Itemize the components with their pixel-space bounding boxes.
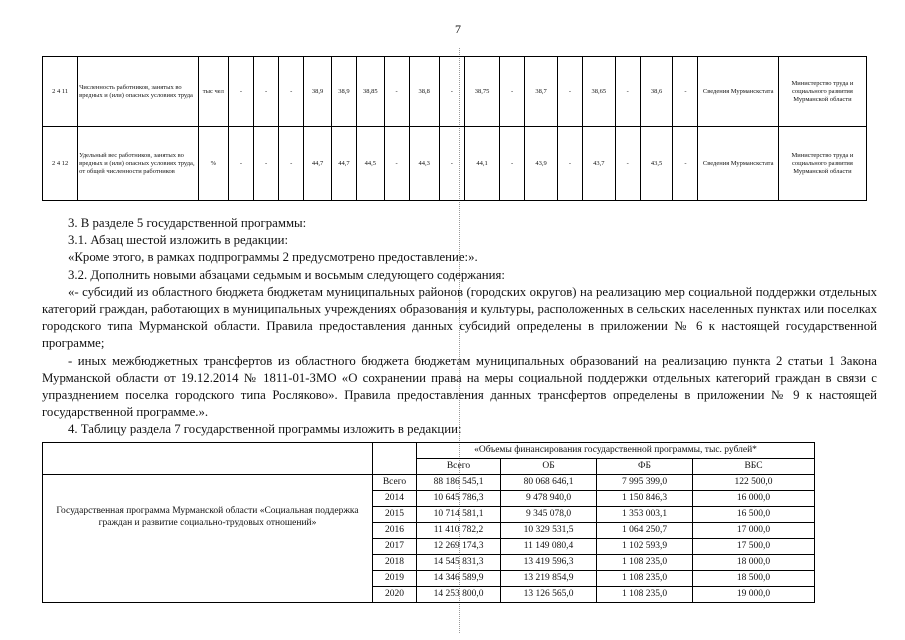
paragraph: 4. Таблицу раздела 7 государственной программы изложить в редакции: xyxy=(68,422,462,437)
financing-value: 10 714 581,1 xyxy=(417,507,501,523)
financing-value: 1 108 235,0 xyxy=(597,555,693,571)
indicator-value: 38,75 xyxy=(464,57,499,127)
financing-value: 11 410 782,2 xyxy=(417,523,501,539)
paragraph: «- субсидий из областного бюджета бюджетам муниципальных районов (городских округов) на реализацию мер социальной поддержки отдельных категорий граждан, работающих в муниципальных учреждениях образования и культуры, расположенных в сельских населенных пунктах или поселках городского типа Мурманской области. Правила предоставления данных субсидий определены в приложении № 6 к настоящей государственной программе; xyxy=(42,284,877,351)
paragraph: 3.2. Дополнить новыми абзацами седьмым и восьмым следующего содержания: xyxy=(68,267,505,282)
financing-value: 13 219 854,9 xyxy=(501,571,597,587)
indicator-value: - xyxy=(439,127,464,201)
financing-value: 88 186 545,1 xyxy=(417,475,501,491)
financing-value: 18 000,0 xyxy=(693,555,815,571)
indicator-value: - xyxy=(228,127,253,201)
indicator-value: 38,6 xyxy=(640,57,673,127)
financing-value: 12 269 174,3 xyxy=(417,539,501,555)
program-name: Государственная программа Мурманской области «Социальная поддержка граждан и развитие социально-трудовых отношений» xyxy=(43,475,373,603)
indicator-value: - xyxy=(615,57,640,127)
financing-value: 13 419 596,3 xyxy=(501,555,597,571)
financing-value: 14 346 589,9 xyxy=(417,571,501,587)
financing-value: 14 545 831,3 xyxy=(417,555,501,571)
indicator-value: - xyxy=(615,127,640,201)
indicator-source: Сведения Мурманскстата xyxy=(698,57,778,127)
indicator-value: - xyxy=(279,57,304,127)
indicator-value: - xyxy=(279,127,304,201)
financing-year: 2018 xyxy=(373,555,417,571)
indicator-value: 38,9 xyxy=(304,57,332,127)
column-header: ФБ xyxy=(597,459,693,475)
financing-value: 10 645 786,3 xyxy=(417,491,501,507)
indicator-value: 44,5 xyxy=(356,127,384,201)
financing-year: 2014 xyxy=(373,491,417,507)
indicator-value: - xyxy=(439,57,464,127)
indicator-value: - xyxy=(557,127,582,201)
indicators-table xyxy=(42,56,867,201)
indicator-value: 43,9 xyxy=(525,127,558,201)
financing-value: 1 150 846,3 xyxy=(597,491,693,507)
indicator-code: 2 4 12 xyxy=(43,127,78,201)
column-header: ВБС xyxy=(693,459,815,475)
indicator-value: 43,7 xyxy=(582,127,615,201)
indicator-value: 38,8 xyxy=(409,57,439,127)
indicator-description: Удельный вес работников, занятых во вредных и (или) опасных условиях труда, от общей численности работников xyxy=(78,127,199,201)
indicator-value: - xyxy=(253,127,278,201)
indicator-value: - xyxy=(557,57,582,127)
indicator-value: - xyxy=(500,57,525,127)
indicator-value: 38,7 xyxy=(525,57,558,127)
financing-value: 16 500,0 xyxy=(693,507,815,523)
paragraph: «Кроме этого, в рамках подпрограммы 2 предусмотрено предоставление:». xyxy=(68,250,478,265)
indicator-value: - xyxy=(384,127,409,201)
indicator-value: - xyxy=(384,57,409,127)
indicator-value: - xyxy=(228,57,253,127)
financing-year: 2015 xyxy=(373,507,417,523)
financing-value: 11 149 080,4 xyxy=(501,539,597,555)
financing-value: 9 478 940,0 xyxy=(501,491,597,507)
indicator-value: 38,65 xyxy=(582,57,615,127)
indicator-value: 44,3 xyxy=(409,127,439,201)
paragraph: - иных межбюджетных трансфертов из областного бюджета бюджетам муниципальных образований на реализацию пункта 2 статьи 1 Закона Мурманской области от 19.12.2014 № 1811-01-ЗМО «О сохранении права на меры социальной поддержки отдельных категорий граждан в связи с упразднением поселка городского типа Росляково». Правила предоставления данных трансфертов определены в приложении № 9 к настоящей государственной программе.». xyxy=(42,353,877,420)
paragraph: 3. В разделе 5 государственной программы: xyxy=(68,216,307,230)
financing-year: 2016 xyxy=(373,523,417,539)
indicator-responsible: Министерство труда и социального развития Мурманской области xyxy=(778,127,866,201)
financing-value: 1 102 593,9 xyxy=(597,539,693,555)
indicator-row xyxy=(43,127,867,201)
financing-year: 2019 xyxy=(373,571,417,587)
indicator-value: 43,5 xyxy=(640,127,673,201)
financing-year: 2020 xyxy=(373,587,417,603)
financing-table xyxy=(42,442,815,603)
financing-year: 2017 xyxy=(373,539,417,555)
indicator-unit: тыс чел xyxy=(198,57,228,127)
financing-value: 10 329 531,5 xyxy=(501,523,597,539)
financing-value: 16 000,0 xyxy=(693,491,815,507)
indicator-row xyxy=(43,57,867,127)
indicator-value: - xyxy=(500,127,525,201)
financing-value: 1 108 235,0 xyxy=(597,587,693,603)
indicator-value: 44,7 xyxy=(331,127,356,201)
indicator-responsible: Министерство труда и социального развития Мурманской области xyxy=(778,57,866,127)
financing-row xyxy=(43,475,815,491)
paragraph: 3.1. Абзац шестой изложить в редакции: xyxy=(68,233,289,248)
financing-value: 122 500,0 xyxy=(693,475,815,491)
financing-value: 18 500,0 xyxy=(693,571,815,587)
financing-value: 7 995 399,0 xyxy=(597,475,693,491)
empty-header-cell xyxy=(43,443,373,475)
indicator-description: Численность работников, занятых во вредных и (или) опасных условиях труда xyxy=(78,57,199,127)
indicator-value: 44,1 xyxy=(464,127,499,201)
financing-value: 17 500,0 xyxy=(693,539,815,555)
financing-year: Всего xyxy=(373,475,417,491)
financing-value: 14 253 800,0 xyxy=(417,587,501,603)
indicator-code: 2 4 11 xyxy=(43,57,78,127)
financing-value: 17 000,0 xyxy=(693,523,815,539)
indicator-value: 44,7 xyxy=(304,127,332,201)
indicator-unit: % xyxy=(198,127,228,201)
indicator-value: - xyxy=(673,127,698,201)
financing-value: 13 126 565,0 xyxy=(501,587,597,603)
financing-value: 1 108 235,0 xyxy=(597,571,693,587)
financing-header: «Объемы финансирования государственной программы, тыс. рублей* xyxy=(417,443,815,459)
indicator-value: 38,9 xyxy=(331,57,356,127)
document-body xyxy=(42,215,877,439)
indicator-source: Сведения Мурманскстата xyxy=(698,127,778,201)
financing-value: 19 000,0 xyxy=(693,587,815,603)
indicator-value: - xyxy=(253,57,278,127)
financing-value: 9 345 078,0 xyxy=(501,507,597,523)
indicator-value: - xyxy=(673,57,698,127)
column-header: Всего xyxy=(417,459,501,475)
financing-value: 1 064 250,7 xyxy=(597,523,693,539)
financing-value: 80 068 646,1 xyxy=(501,475,597,491)
empty-header-cell xyxy=(373,443,417,475)
indicator-value: 38,85 xyxy=(356,57,384,127)
column-header: ОБ xyxy=(501,459,597,475)
financing-value: 1 353 003,1 xyxy=(597,507,693,523)
page-number: 7 xyxy=(455,22,461,36)
